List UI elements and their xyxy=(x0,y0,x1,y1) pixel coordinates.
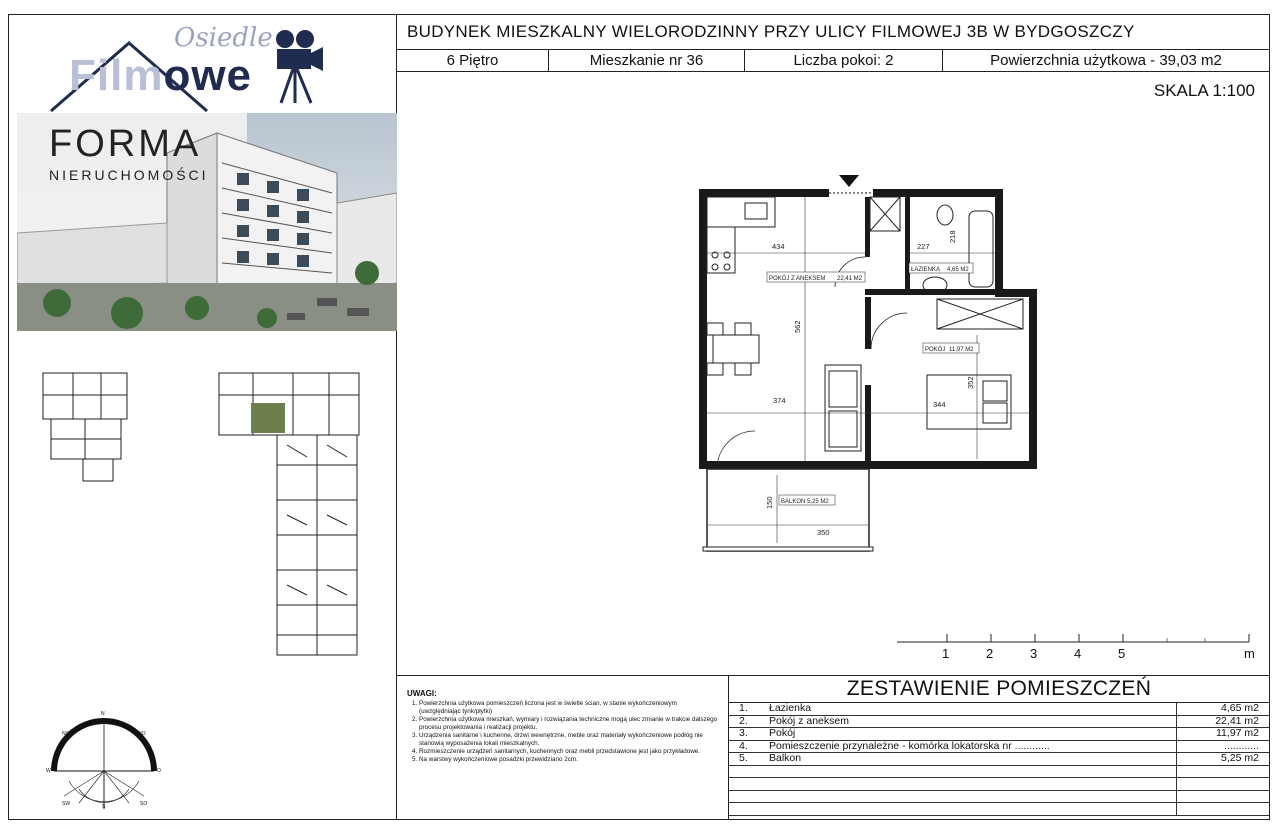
dim-374: 374 xyxy=(773,396,786,405)
note-item: 3. Urządzenia sanitarne i kuchenne, drzwi wewnętrzne, meble oraz materiały wykończeniowe podłóg nie stanowią wyposażenia lokali mieszkalnych. xyxy=(419,732,718,748)
rooms-count: Liczba pokoi: 2 xyxy=(745,49,943,71)
table-row xyxy=(729,778,1269,791)
brand-name: FORMA xyxy=(49,123,202,165)
table-row: 2. Pokój z aneksem 22,41 m2 xyxy=(729,716,1269,729)
table-row: 3. Pokój 11,97 m2 xyxy=(729,728,1269,741)
compass-e: O xyxy=(157,768,161,774)
notes-list xyxy=(407,700,718,764)
label-room-kitchen-area: 22,41 M2 xyxy=(837,276,863,282)
dim-350: 350 xyxy=(817,528,830,537)
brand-subtitle: NIERUCHOMOŚCI xyxy=(49,167,209,183)
logo-script-text: Osiedle xyxy=(174,23,273,53)
drawing-frame xyxy=(8,14,1270,820)
floor-label: 6 Piętro xyxy=(397,49,549,71)
dim-218: 218 xyxy=(948,230,957,243)
table-row: 1. Łazienka 4,65 m2 xyxy=(729,703,1269,716)
notes-heading: UWAGI: xyxy=(407,689,437,698)
compass-se: SO xyxy=(140,801,148,807)
note-item: 1. Powierzchnia użytkowa pomieszczeń liczona jest w świetle ścian, w stanie wykończeniowym (uwzględniając tynk/płytki) xyxy=(419,700,718,716)
compass-s: S xyxy=(102,804,106,810)
usable-area: Powierzchnia użytkowa - 39,03 m2 xyxy=(990,51,1222,69)
logo-main-text: Filmowe xyxy=(69,51,253,100)
label-balcony-area: 5,25 M2 xyxy=(807,499,829,505)
scale-tick-1: 1 xyxy=(942,646,950,661)
left-column xyxy=(9,15,397,819)
dim-344: 344 xyxy=(933,400,946,409)
note-item: 4. Rozmieszczenie urządzeń sanitarnych, kuchennych oraz mebli przedstawione jest jako przykładowe. xyxy=(419,748,718,756)
note-item: 2. Powierzchnia użytkowa mieszkań, wymiary i rozwiązania techniczne mogą ulec zmianie w trakcie dalszego procesu projektowania i realizacji projektu. xyxy=(419,716,718,732)
scale-tick-3: 3 xyxy=(1030,646,1038,661)
compass-sw: SW xyxy=(62,801,71,807)
table-row: 5. Balkon 5,25 m2 xyxy=(729,753,1269,766)
dim-150: 150 xyxy=(765,496,774,509)
table-row xyxy=(729,791,1269,804)
compass-nw: NW xyxy=(62,731,71,737)
plan-area xyxy=(397,15,1269,819)
apartment-info-bar xyxy=(397,49,1269,72)
bottom-section xyxy=(397,675,1269,819)
dim-227: 227 xyxy=(917,242,930,251)
label-room-area: 11,97 M2 xyxy=(949,347,974,353)
label-balcony: BALKON xyxy=(781,499,806,505)
compass-n: N xyxy=(101,711,105,717)
scale-tick-5: 5 xyxy=(1118,646,1126,661)
compass-ne: NO xyxy=(138,731,146,737)
rooms-table-title: ZESTAWIENIE POMIESZCZEŃ xyxy=(729,676,1269,703)
osiedle-filmowe-logo xyxy=(9,15,397,115)
label-bathroom-area: 4,65 M2 xyxy=(947,267,969,273)
label-bathroom: ŁAZIENKA xyxy=(911,267,941,273)
scale-tick-2: 2 xyxy=(986,646,994,661)
dim-562: 562 xyxy=(793,320,802,333)
dim-434: 434 xyxy=(772,242,785,251)
camera-icon xyxy=(276,30,323,103)
table-row xyxy=(729,766,1269,779)
rooms-summary-table xyxy=(729,676,1269,819)
compass-rose xyxy=(44,701,164,811)
compass-w: W xyxy=(46,768,51,774)
notes-panel xyxy=(397,676,729,819)
highlighted-apartment xyxy=(251,403,285,433)
note-item: 5. Na warstwy wykończeniowe posadzki przewidziano 2cm. xyxy=(419,756,718,764)
floor-plan xyxy=(677,175,1037,560)
key-plan-diagram xyxy=(33,365,363,665)
dim-352: 352 xyxy=(966,376,975,389)
key-plans xyxy=(33,365,363,665)
scale-unit: m xyxy=(1244,646,1255,661)
apartment-number: Mieszkanie nr 36 xyxy=(549,49,745,71)
table-row xyxy=(729,803,1269,816)
scale-bar xyxy=(897,630,1277,670)
scale-tick-4: 4 xyxy=(1074,646,1082,661)
page-title: BUDYNEK MIESZKALNY WIELORODZINNY PRZY ULICY FILMOWEJ 3B W BYDGOSZCZY xyxy=(397,15,1269,50)
table-row: 4. Pomieszczenie przynależne - komórka lokatorska nr ............ ............ xyxy=(729,741,1269,754)
label-room-kitchen: POKÓJ Z ANEKSEM xyxy=(769,276,826,282)
label-room: POKÓJ xyxy=(925,347,946,353)
scale-label: SKALA 1:100 xyxy=(1153,81,1255,100)
